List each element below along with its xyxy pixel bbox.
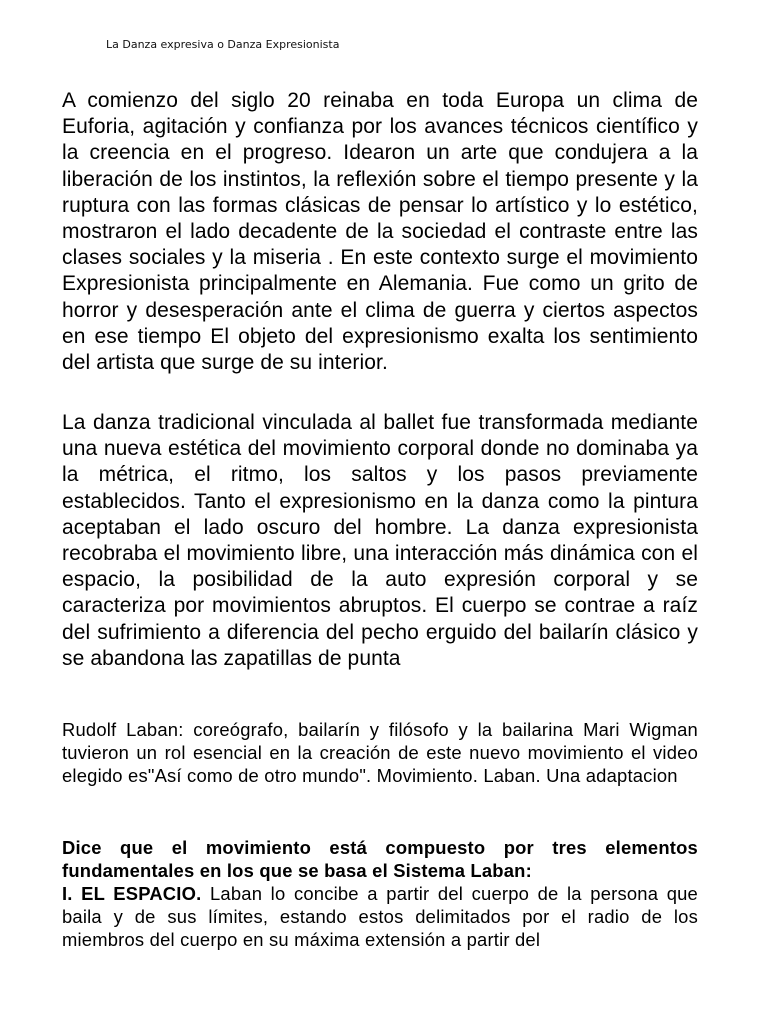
body-paragraph-1: A comienzo del siglo 20 reinaba en toda Europa un clima de Euforia, agitación y confianza por los avances técnicos científico y la creencia en el progreso. Idearon un arte que condujera a la liberación de los instintos, la reflexión sobre el tiempo presente y la ruptura con las formas clásicas de pensar lo artístico y lo estético, mostraron el lado decadente de la sociedad el contraste entre las clases sociales y la miseria . En este contexto surge el movimiento Expresionista principalmente en Alemania. Fue como un grito de horror y desesperación ante el clima de guerra y ciertos aspectos en ese tiempo El objeto del expresionismo exalta los sentimiento del artista que surge de su interior. — [62, 89, 698, 375]
space-heading: I. EL ESPACIO. — [62, 883, 202, 904]
page-header: La Danza expresiva o Danza Expresionista — [106, 38, 340, 51]
space-description: Laban lo concibe a partir del cuerpo de la persona que baila y de sus límites, estando estos delimitados por el radio de los miembros del cuerpo en su máxima extensión a partir del — [62, 883, 698, 950]
laban-intro-bold: Dice que el movimiento está compuesto por tres elementos fundamentales en los que se basa el Sistema Laban: — [62, 837, 698, 881]
laban-section — [62, 836, 698, 951]
body-paragraph-3: Rudolf Laban: coreógrafo, bailarín y filósofo y la bailarina Mari Wigman tuvieron un rol esencial en la creación de este nuevo movimiento el video elegido es"Así como de otro mundo". Movimiento. Laban. Una adaptacion — [62, 719, 698, 786]
body-paragraph-2: La danza tradicional vinculada al ballet fue transformada mediante una nueva estética del movimiento corporal donde no dominaba ya la métrica, el ritmo, los saltos y los pasos previamente establecidos. Tanto el expresionismo en la danza como la pintura aceptaban el lado oscuro del hombre. La danza expresionista recobraba el movimiento libre, una interacción más dinámica con el espacio, la posibilidad de la auto expresión corporal y se caracteriza por movimientos abruptos. El cuerpo se contrae a raíz del sufrimiento a diferencia del pecho erguido del bailarín clásico y se abandona las zapatillas de punta — [62, 411, 698, 670]
